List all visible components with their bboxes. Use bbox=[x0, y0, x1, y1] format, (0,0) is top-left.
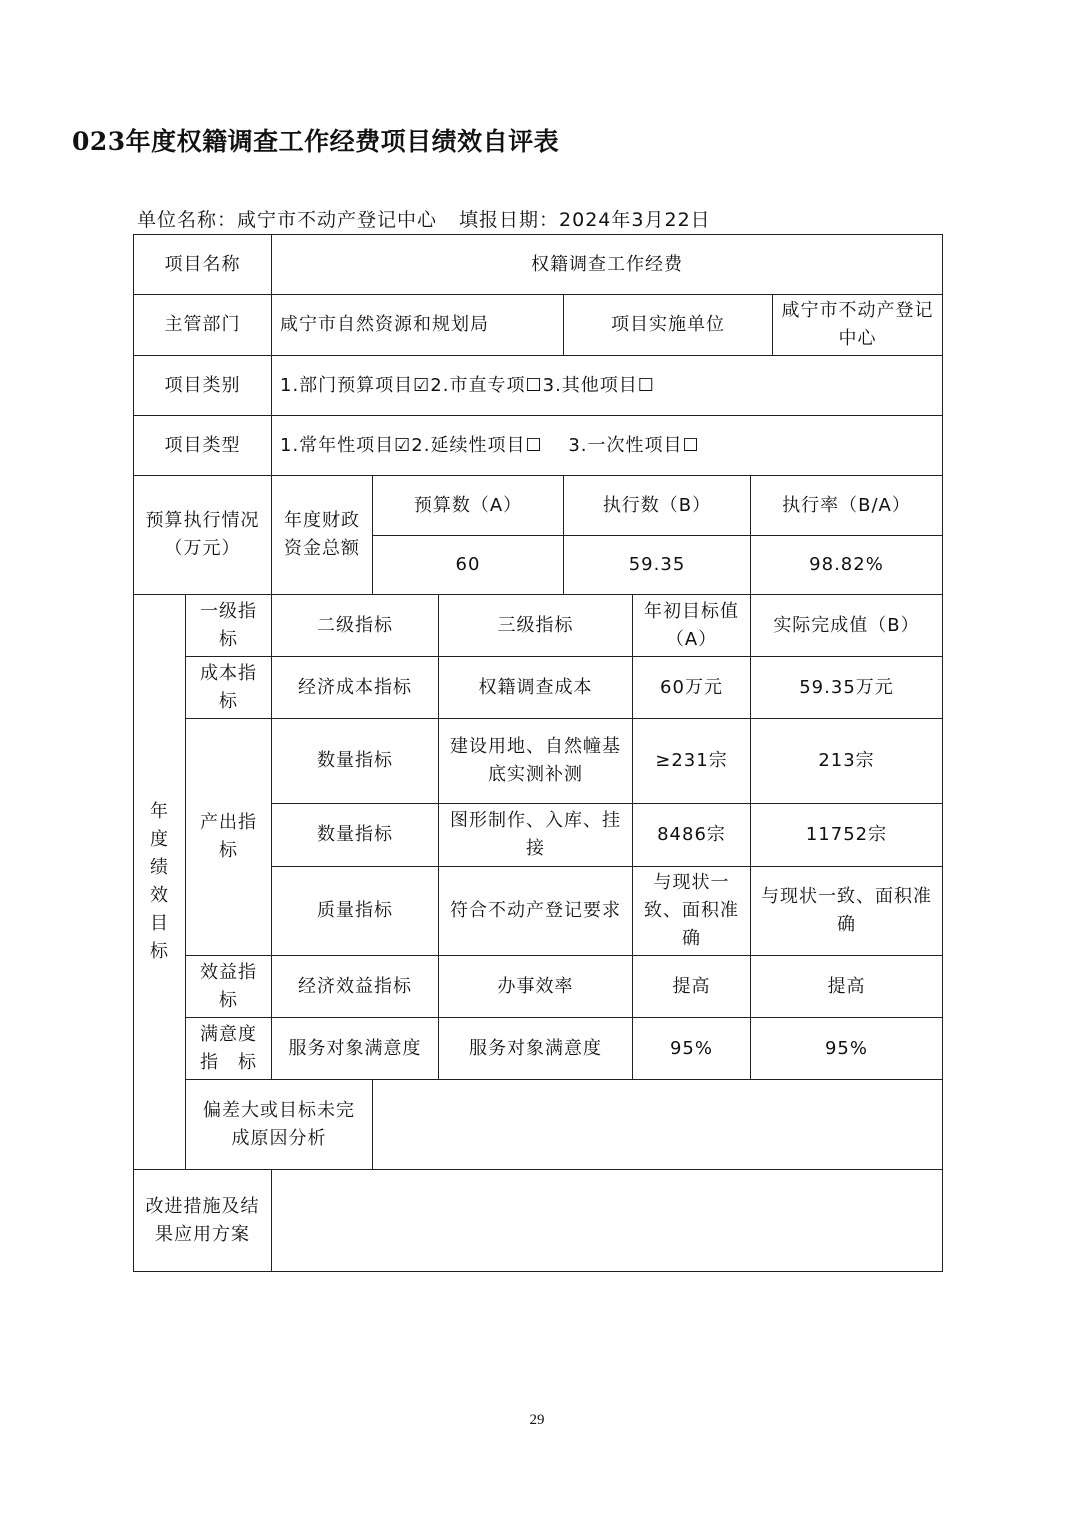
satisfaction-level2: 服务对象满意度 bbox=[272, 1018, 439, 1080]
benefit-level2: 经济效益指标 bbox=[272, 956, 439, 1018]
project-name-value: 权籍调查工作经费 bbox=[272, 235, 943, 295]
category-label: 项目类别 bbox=[134, 356, 272, 416]
cost-target: 60万元 bbox=[633, 657, 751, 719]
satisfaction-target: 95% bbox=[633, 1018, 751, 1080]
page-title: 023年度权籍调查工作经费项目绩效自评表 bbox=[72, 127, 560, 156]
type-row bbox=[134, 416, 943, 476]
budget-val-b: 59.35 bbox=[564, 536, 751, 595]
type-value: 1.常年性项目☑2.延续性项目☐ 3.一次性项目☐ bbox=[272, 416, 943, 476]
output-actual: 与现状一致、面积准确 bbox=[751, 867, 943, 956]
benefit-level3: 办事效率 bbox=[439, 956, 633, 1018]
budget-val-a: 60 bbox=[373, 536, 564, 595]
date-value: 2024年3月22日 bbox=[559, 209, 711, 231]
improve-value bbox=[272, 1170, 943, 1272]
perf-cost-row bbox=[134, 657, 943, 719]
impl-unit-label: 项目实施单位 bbox=[564, 295, 773, 356]
evaluation-table bbox=[133, 234, 943, 1272]
output-level3: 符合不动产登记要求 bbox=[439, 867, 633, 956]
unit-value: 咸宁市不动产登记中心 bbox=[237, 209, 438, 231]
output-level2: 质量指标 bbox=[272, 867, 439, 956]
form-meta bbox=[137, 205, 711, 232]
satisfaction-level3: 服务对象满意度 bbox=[439, 1018, 633, 1080]
improve-row bbox=[134, 1170, 943, 1272]
budget-col-b: 执行数（B） bbox=[564, 476, 751, 536]
budget-total-label: 年度财政资金总额 bbox=[272, 476, 373, 595]
deviation-row bbox=[134, 1080, 943, 1170]
dept-row bbox=[134, 295, 943, 356]
perf-header-actual: 实际完成值（B） bbox=[751, 595, 943, 657]
satisfaction-actual: 95% bbox=[751, 1018, 943, 1080]
deviation-value bbox=[373, 1080, 943, 1170]
improve-label: 改进措施及结果应用方案 bbox=[134, 1170, 272, 1272]
dept-label: 主管部门 bbox=[134, 295, 272, 356]
perf-benefit-row bbox=[134, 956, 943, 1018]
dept-value: 咸宁市自然资源和规划局 bbox=[272, 295, 564, 356]
perf-label: 年度绩效目标 bbox=[134, 595, 186, 1170]
perf-header-target: 年初目标值（A） bbox=[633, 595, 751, 657]
budget-val-rate: 98.82% bbox=[751, 536, 943, 595]
budget-header-row bbox=[134, 476, 943, 536]
benefit-actual: 提高 bbox=[751, 956, 943, 1018]
output-level3: 建设用地、自然幢基底实测补测 bbox=[439, 719, 633, 804]
benefit-target: 提高 bbox=[633, 956, 751, 1018]
impl-unit-value: 咸宁市不动产登记中心 bbox=[773, 295, 943, 356]
category-row bbox=[134, 356, 943, 416]
perf-header-level3: 三级指标 bbox=[439, 595, 633, 657]
project-name-row bbox=[134, 235, 943, 295]
output-target: 与现状一致、面积准确 bbox=[633, 867, 751, 956]
budget-col-rate: 执行率（B/A） bbox=[751, 476, 943, 536]
cost-level2: 经济成本指标 bbox=[272, 657, 439, 719]
output-target: ≥231宗 bbox=[633, 719, 751, 804]
output-target: 8486宗 bbox=[633, 804, 751, 867]
deviation-label: 偏差大或目标未完成原因分析 bbox=[186, 1080, 373, 1170]
cost-level3: 权籍调查成本 bbox=[439, 657, 633, 719]
perf-output-row bbox=[134, 719, 943, 804]
unit-label: 单位名称： bbox=[137, 209, 238, 231]
type-label: 项目类型 bbox=[134, 416, 272, 476]
output-level1: 产出指标 bbox=[186, 719, 272, 956]
category-value: 1.部门预算项目☑2.市直专项☐3.其他项目☐ bbox=[272, 356, 943, 416]
output-actual: 11752宗 bbox=[751, 804, 943, 867]
perf-header-level2: 二级指标 bbox=[272, 595, 439, 657]
budget-col-a: 预算数（A） bbox=[373, 476, 564, 536]
output-level2: 数量指标 bbox=[272, 719, 439, 804]
output-level3: 图形制作、入库、挂接 bbox=[439, 804, 633, 867]
perf-satisfaction-row bbox=[134, 1018, 943, 1080]
page-number: 29 bbox=[529, 1412, 545, 1428]
date-label: 填报日期： bbox=[459, 209, 560, 231]
budget-label: 预算执行情况（万元） bbox=[134, 476, 272, 595]
cost-level1: 成本指标 bbox=[186, 657, 272, 719]
satisfaction-level1: 满意度指 标 bbox=[186, 1018, 272, 1080]
output-actual: 213宗 bbox=[751, 719, 943, 804]
perf-header-level1: 一级指标 bbox=[186, 595, 272, 657]
project-name-label: 项目名称 bbox=[134, 235, 272, 295]
benefit-level1: 效益指标 bbox=[186, 956, 272, 1018]
perf-header-row bbox=[134, 595, 943, 657]
cost-actual: 59.35万元 bbox=[751, 657, 943, 719]
output-level2: 数量指标 bbox=[272, 804, 439, 867]
